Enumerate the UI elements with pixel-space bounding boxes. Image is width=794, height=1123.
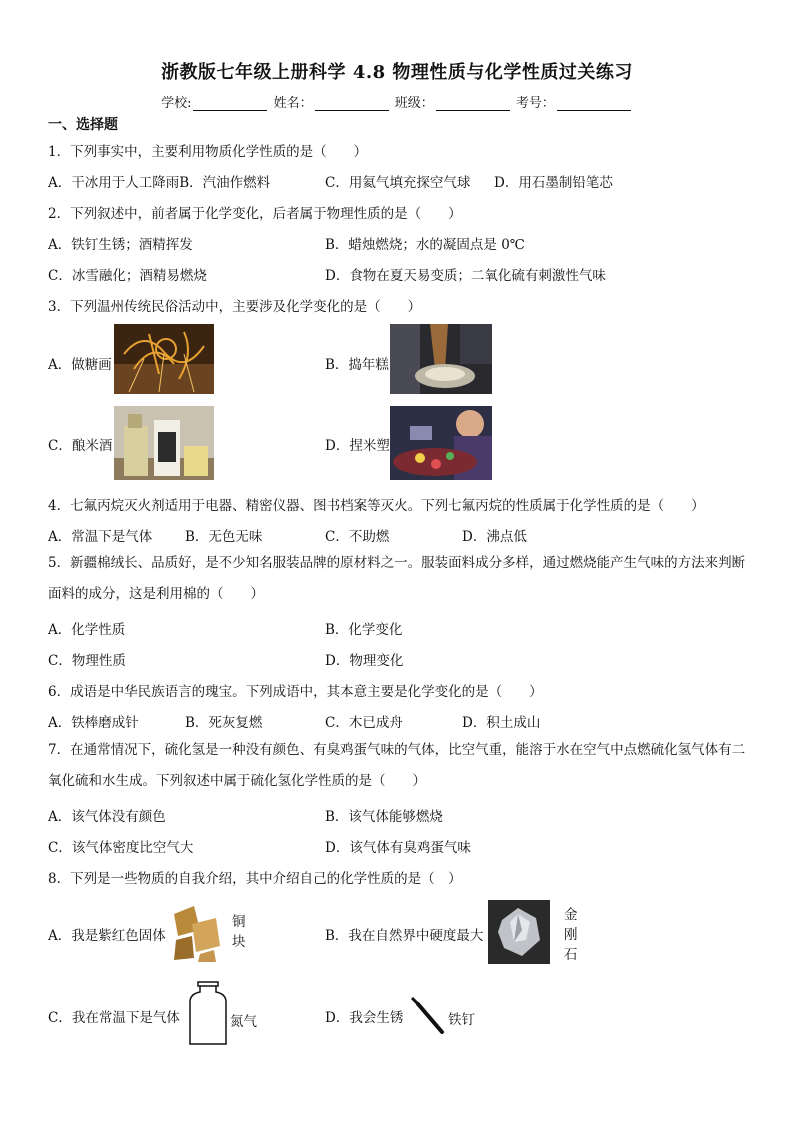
question-3-option-c[interactable]: C．酿米酒 xyxy=(48,438,113,454)
question-2-option-b[interactable]: B．蜡烛燃烧；水的凝固点是 0℃ xyxy=(325,237,525,253)
page-title: 浙教版七年级上册科学 4.8 物理性质与化学性质过关练习 xyxy=(161,62,633,83)
question-6-option-b[interactable]: B．死灰复燃 xyxy=(185,715,263,731)
question-5-stem: 5．新疆棉绒长、品质好，是不少知名服装品牌的原材料之一。服装面料成分多样，通过燃烧能产生气味的方法来判断面料的成分，这是利用棉的（ ） xyxy=(48,555,746,602)
school-label: 学校: xyxy=(161,96,192,111)
rice-cake-pounding-image xyxy=(390,324,492,394)
diamond-image xyxy=(488,900,550,964)
question-3-option-b[interactable]: B．捣年糕 xyxy=(325,357,389,373)
diamond-label: 金刚石 xyxy=(564,907,578,963)
question-6-option-d[interactable]: D．积土成山 xyxy=(462,715,541,731)
question-8-option-b[interactable]: B．我在自然界中硬度最大 xyxy=(325,928,484,944)
copper-block-label: 铜块 xyxy=(232,914,246,950)
question-7-option-c[interactable]: C．该气体密度比空气大 xyxy=(48,840,194,856)
sugar-painting-image xyxy=(114,324,214,394)
student-info-line xyxy=(0,92,794,111)
question-1-option-c[interactable]: C．用氦气填充探空气球 xyxy=(325,175,471,191)
rice-wine-image xyxy=(114,406,214,480)
question-8-option-a[interactable]: A．我是紫红色固体 xyxy=(48,928,166,944)
question-3-option-d[interactable]: D．捏米塑 xyxy=(325,438,390,454)
exam-blank[interactable] xyxy=(557,98,631,111)
question-3-stem: 3．下列温州传统民俗活动中，主要涉及化学变化的是（ ） xyxy=(48,299,422,315)
gas-jar-image xyxy=(186,980,230,1048)
question-4-option-d[interactable]: D．沸点低 xyxy=(462,529,527,545)
question-7-option-b[interactable]: B．该气体能够燃烧 xyxy=(325,809,443,825)
question-5-option-c[interactable]: C．物理性质 xyxy=(48,653,126,669)
nitrogen-label: 氮气 xyxy=(230,1014,257,1030)
question-2-option-a[interactable]: A．铁钉生锈；酒精挥发 xyxy=(48,237,193,253)
question-2-stem: 2．下列叙述中，前者属于化学变化，后者属于物理性质的是（ ） xyxy=(48,206,462,222)
school-blank[interactable] xyxy=(193,98,267,111)
copper-block-image xyxy=(170,900,222,964)
iron-nail-icon xyxy=(406,994,448,1036)
section-heading: 一、选择题 xyxy=(48,117,118,133)
question-7-stem: 7．在通常情况下，硫化氢是一种没有颜色、有臭鸡蛋气味的气体，比空气重，能溶于水在空气中点燃硫化氢气体有二氧化硫和水生成。下列叙述中属于硫化氢化学性质的是（ ） xyxy=(48,742,746,789)
question-2-option-d[interactable]: D．食物在夏天易变质；二氧化硫有刺激性气味 xyxy=(325,268,606,284)
question-1-option-d[interactable]: D．用石墨制铅笔芯 xyxy=(494,175,613,191)
rice-sculpture-image xyxy=(390,406,492,480)
iron-nail-label: 铁钉 xyxy=(448,1012,475,1028)
question-6-option-a[interactable]: A．铁棒磨成针 xyxy=(48,715,139,731)
question-1-option-ab[interactable]: A．干冰用于人工降雨B．汽油作燃料 xyxy=(48,175,271,191)
exam-label: 考号： xyxy=(515,96,555,111)
name-blank[interactable] xyxy=(315,98,389,111)
question-7-option-a[interactable]: A．该气体没有颜色 xyxy=(48,809,166,825)
question-6-stem: 6．成语是中华民族语言的瑰宝。下列成语中，其本意主要是化学变化的是（ ） xyxy=(48,684,543,700)
question-5-option-d[interactable]: D．物理变化 xyxy=(325,653,404,669)
question-4-option-b[interactable]: B．无色无味 xyxy=(185,529,263,545)
class-blank[interactable] xyxy=(436,98,510,111)
question-2-option-c[interactable]: C．冰雪融化；酒精易燃烧 xyxy=(48,268,207,284)
question-8-option-c[interactable]: C．我在常温下是气体 xyxy=(48,1010,180,1026)
question-8-stem: 8．下列是一些物质的自我介绍，其中介绍自己的化学性质的是（ ） xyxy=(48,871,462,887)
name-label: 姓名： xyxy=(273,96,313,111)
question-4-stem: 4．七氟丙烷灭火剂适用于电器、精密仪器、图书档案等灭火。下列七氟丙烷的性质属于化学性质的是（ ） xyxy=(48,498,705,514)
question-5-option-b[interactable]: B．化学变化 xyxy=(325,622,403,638)
question-6-option-c[interactable]: C．木已成舟 xyxy=(325,715,403,731)
class-label: 班级： xyxy=(394,96,434,111)
question-7-option-d[interactable]: D．该气体有臭鸡蛋气味 xyxy=(325,840,471,856)
question-5-option-a[interactable]: A．化学性质 xyxy=(48,622,126,638)
question-4-option-a[interactable]: A．常温下是气体 xyxy=(48,529,153,545)
question-3-option-a[interactable]: A．做糖画 xyxy=(48,357,112,373)
question-1-stem: 1．下列事实中，主要利用物质化学性质的是（ ） xyxy=(48,144,368,160)
question-4-option-c[interactable]: C．不助燃 xyxy=(325,529,390,545)
question-8-option-d[interactable]: D．我会生锈 xyxy=(325,1010,404,1026)
